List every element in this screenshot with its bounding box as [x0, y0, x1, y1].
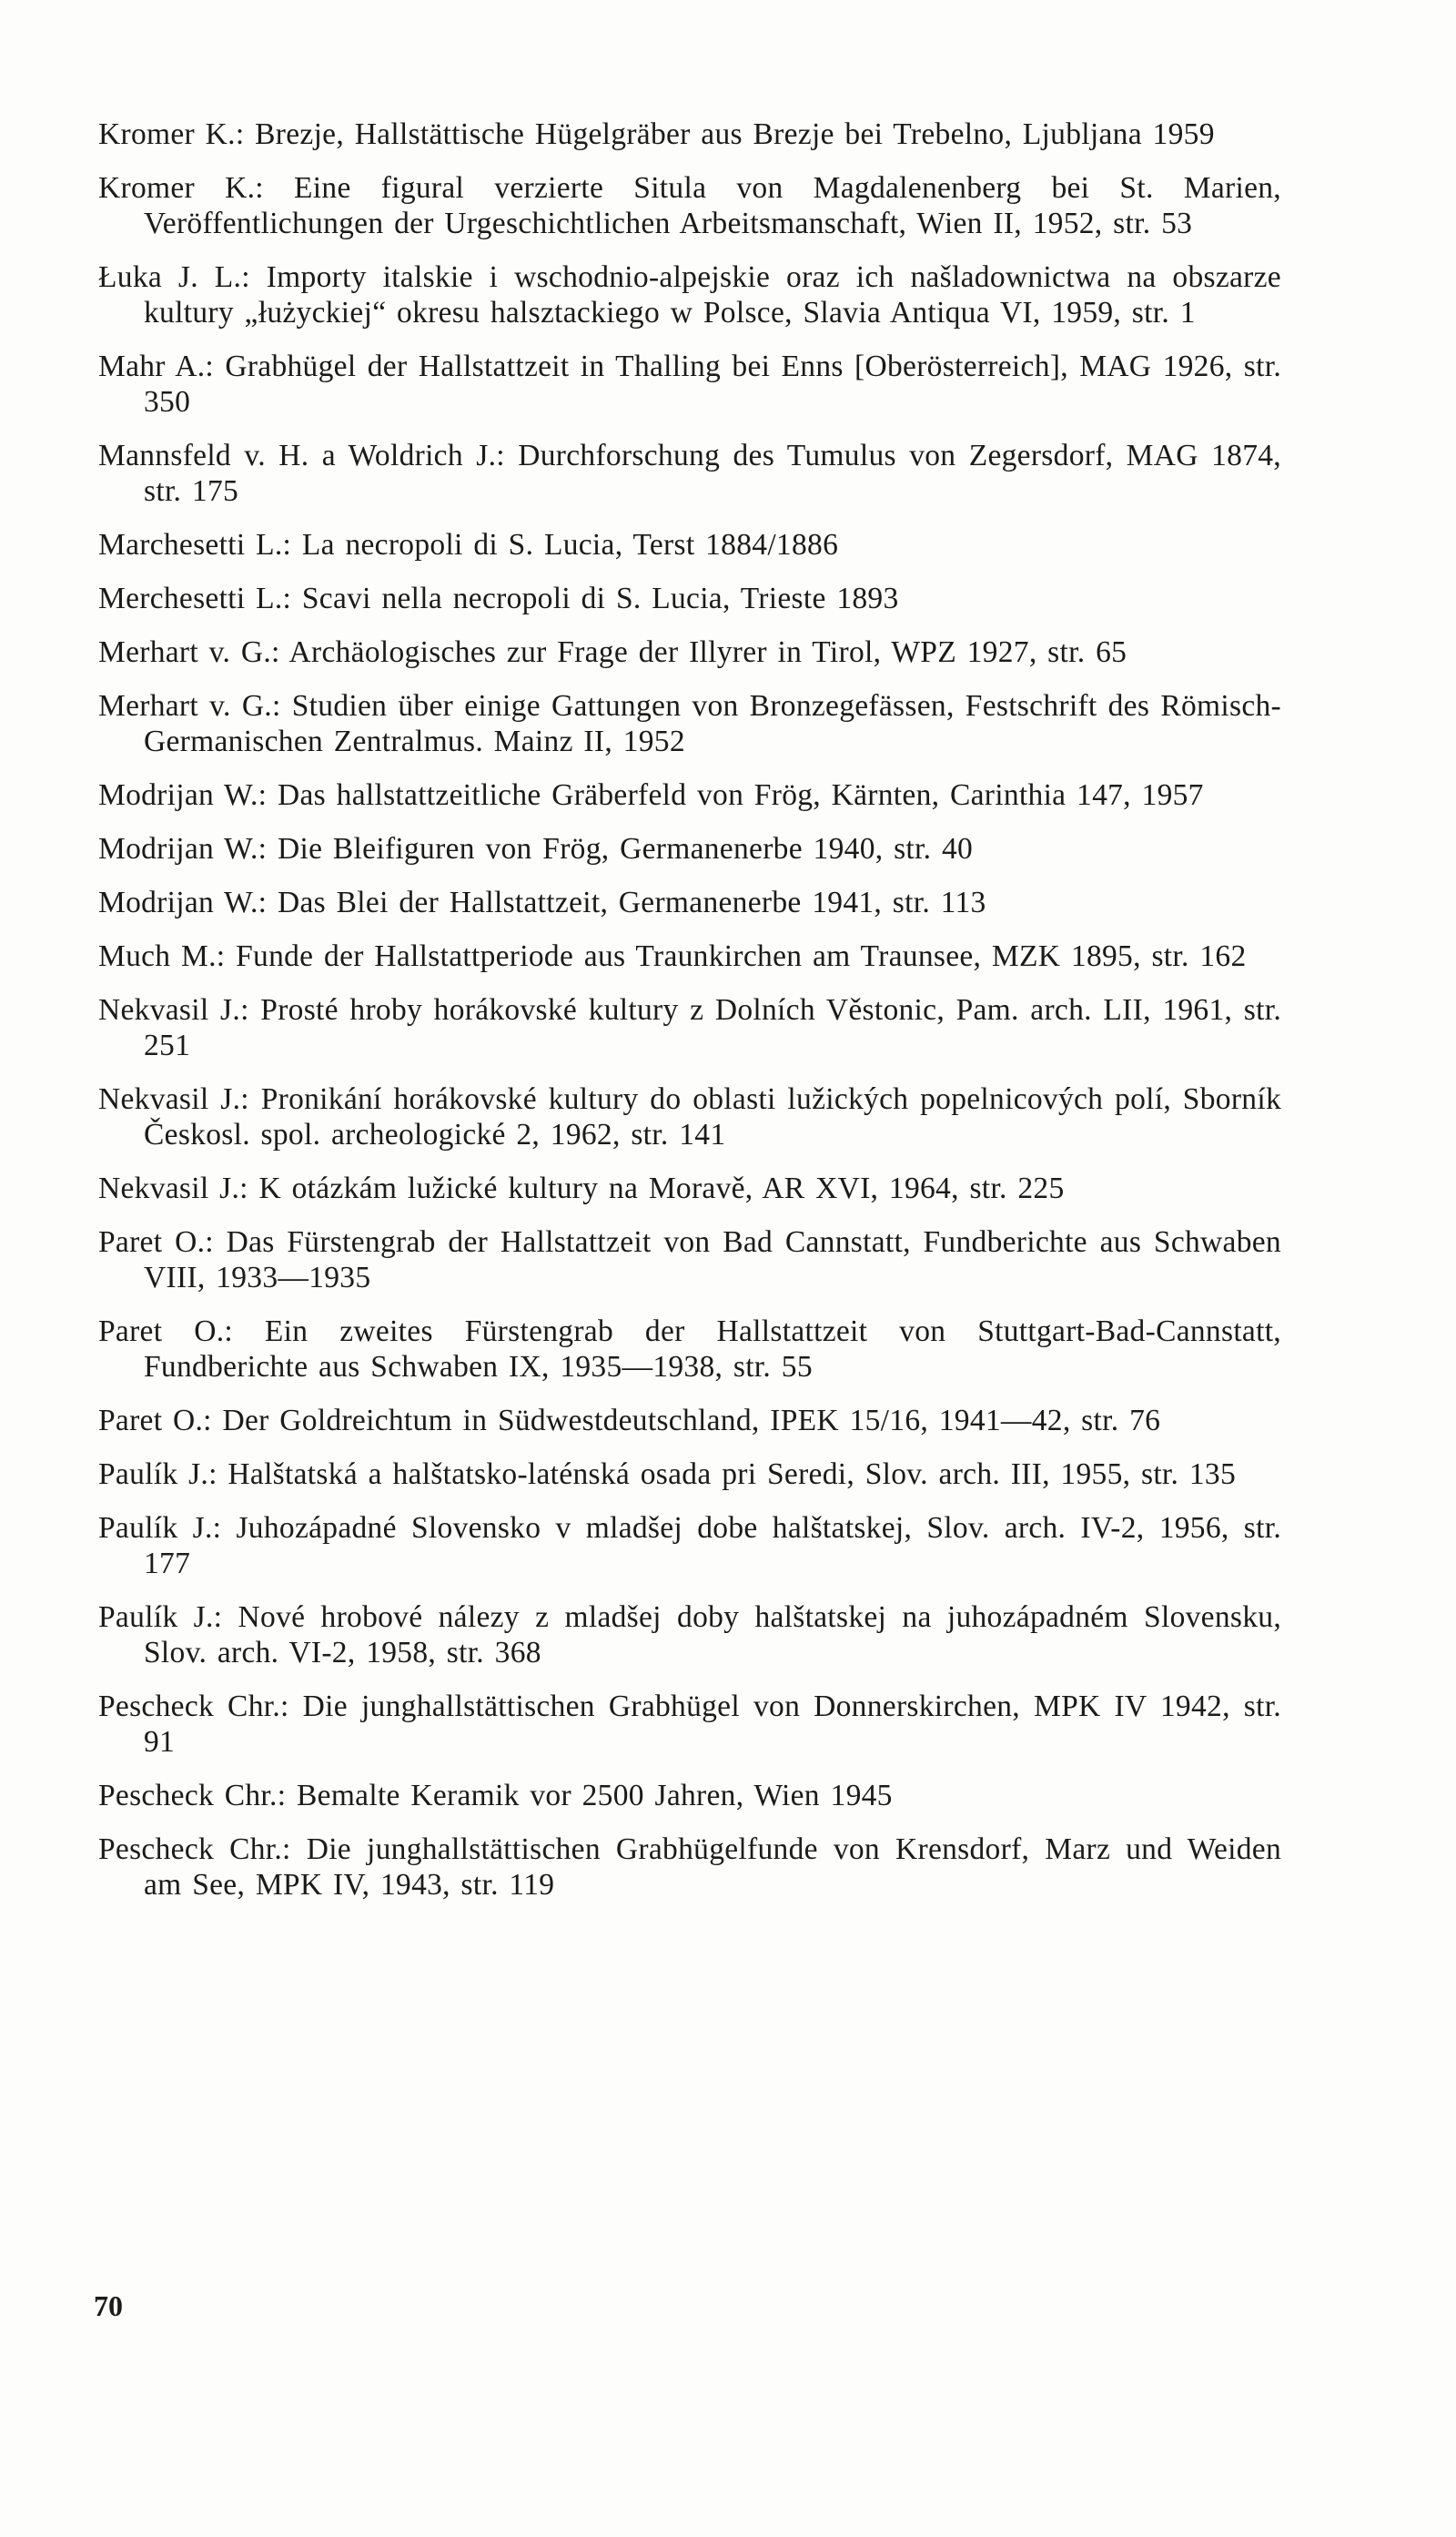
bibliography-list [98, 117, 1281, 1921]
entry-author: Modrijan W.: [98, 832, 268, 866]
entry-author: Merhart v. G.: [98, 635, 280, 669]
entry-reference: Prosté hroby horákovské kultury z Dolních Věstonic, Pam. arch. LII, 1961, str. 251 [144, 993, 1282, 1062]
entry-reference: Importy italskie i wschodnio-alpejskie oraz ich našladownictwa na obszarze kultury „łużyckiej“ okresu halsztackiego w Polsce, Slavia Antiqua VI, 1959, str. 1 [144, 260, 1281, 330]
entry-reference: Grabhügel der Hallstattzeit in Thalling bei Enns [Oberösterreich], MAG 1926, str. 350 [144, 350, 1281, 419]
entry-reference: Studien über einige Gattungen von Bronzegefässen, Festschrift des Römisch-Germanischen Zentralmus. Mainz II, 1952 [144, 689, 1281, 758]
entry-reference: Die junghallstättischen Grabhügel von Donnerskirchen, MPK IV 1942, str. 91 [144, 1690, 1281, 1759]
bibliography-entry [98, 1832, 1281, 1903]
entry-author: Marchesetti L.: [98, 528, 292, 562]
entry-author: Pescheck Chr.: [98, 1779, 287, 1812]
entry-reference: Eine figural verzierte Situla von Magdalenenberg bei St. Marien, Veröffentlichungen der Urgeschichtlichen Arbeitsmanschaft, Wien II, 1952, str. 53 [144, 171, 1281, 240]
entry-author: Łuka J. L.: [98, 260, 250, 294]
entry-reference: Die Bleifiguren von Frög, Germanenerbe 1940, str. 40 [277, 832, 974, 866]
entry-author: Merchesetti L.: [98, 582, 292, 615]
bibliography-entry [98, 581, 1281, 616]
bibliography-entry [98, 1403, 1281, 1438]
entry-reference: Halštatská a halštatsko-laténská osada pri Seredi, Slov. arch. III, 1955, str. 135 [228, 1457, 1237, 1491]
entry-author: Mahr A.: [98, 350, 215, 383]
bibliography-entry [98, 1510, 1281, 1581]
bibliography-entry [98, 1456, 1281, 1492]
entry-author: Paulík J.: [98, 1600, 223, 1634]
page-number: 70 [94, 2289, 123, 2322]
bibliography-entry [98, 831, 1281, 867]
entry-reference: Der Goldreichtum in Südwestdeutschland, IPEK 15/16, 1941—42, str. 76 [222, 1404, 1161, 1437]
entry-author: Paulík J.: [98, 1457, 217, 1491]
entry-reference: Durchforschung des Tumulus von Zegersdorf, MAG 1874, str. 175 [144, 439, 1281, 508]
entry-author: Mannsfeld v. H. a Woldrich J.: [98, 439, 505, 472]
entry-author: Paret O.: [98, 1225, 214, 1259]
entry-reference: K otázkám lužické kultury na Moravě, AR XVI, 1964, str. 225 [258, 1172, 1065, 1205]
entry-author: Kromer K.: [98, 117, 245, 151]
bibliography-entry [98, 885, 1281, 920]
bibliography-entry [98, 1689, 1281, 1760]
bibliography-entry [98, 688, 1281, 759]
entry-author: Paulík J.: [98, 1511, 222, 1545]
entry-author: Kromer K.: [98, 171, 264, 205]
entry-reference: Das hallstattzeitliche Gräberfeld von Frög, Kärnten, Carinthia 147, 1957 [277, 778, 1204, 812]
entry-reference: Pronikání horákovské kultury do oblasti lužických popelnicových polí, Sborník Českosl. spol. archeologické 2, 1962, str. 141 [144, 1082, 1281, 1152]
entry-author: Modrijan W.: [98, 886, 268, 919]
entry-author: Pescheck Chr.: [98, 1690, 289, 1723]
bibliography-entry [98, 170, 1281, 241]
bibliography-entry [98, 438, 1281, 509]
bibliography-entry [98, 992, 1281, 1063]
bibliography-entry [98, 349, 1281, 420]
entry-reference: Ein zweites Fürstengrab der Hallstattzeit von Stuttgart-Bad-Cannstatt, Fundberichte aus Schwaben IX, 1935—1938, str. 55 [144, 1314, 1281, 1384]
bibliography-entry [98, 117, 1281, 152]
bibliography-entry [98, 1778, 1281, 1813]
entry-reference: Archäologisches zur Frage der Illyrer in Tirol, WPZ 1927, str. 65 [288, 635, 1127, 669]
entry-author: Nekvasil J.: [98, 1082, 249, 1116]
entry-reference: Scavi nella necropoli di S. Lucia, Trieste 1893 [301, 582, 899, 615]
entry-reference: Das Blei der Hallstattzeit, Germanenerbe 1941, str. 113 [277, 886, 986, 919]
entry-author: Merhart v. G.: [98, 689, 281, 723]
bibliography-entry [98, 1314, 1281, 1385]
entry-author: Paret O.: [98, 1404, 212, 1437]
bibliography-entry [98, 1224, 1281, 1295]
entry-reference: La necropoli di S. Lucia, Terst 1884/1886 [301, 528, 839, 562]
entry-reference: Brezje, Hallstättische Hügelgräber aus Brezje bei Trebelno, Ljubljana 1959 [255, 117, 1215, 151]
entry-author: Modrijan W.: [98, 778, 268, 812]
entry-reference: Bemalte Keramik vor 2500 Jahren, Wien 1945 [297, 1779, 893, 1812]
entry-reference: Die junghallstättischen Grabhügelfunde von Krensdorf, Marz und Weiden am See, MPK IV, 1943, str. 119 [144, 1832, 1281, 1902]
entry-reference: Funde der Hallstattperiode aus Traunkirchen am Traunsee, MZK 1895, str. 162 [236, 939, 1247, 973]
entry-author: Nekvasil J.: [98, 1172, 248, 1205]
entry-reference: Das Fürstengrab der Hallstattzeit von Bad Cannstatt, Fundberichte aus Schwaben VIII, 1933—1935 [144, 1225, 1281, 1294]
bibliography-entry [98, 1599, 1281, 1670]
entry-reference: Nové hrobové nálezy z mladšej doby halštatskej na juhozápadném Slovensku, Slov. arch. VI-2, 1958, str. 368 [144, 1600, 1281, 1669]
entry-author: Nekvasil J.: [98, 993, 249, 1027]
bibliography-entry [98, 1171, 1281, 1206]
bibliography-entry [98, 1081, 1281, 1152]
entry-author: Paret O.: [98, 1314, 234, 1348]
bibliography-entry [98, 777, 1281, 813]
entry-author: Much M.: [98, 939, 226, 973]
entry-author: Pescheck Chr.: [98, 1832, 291, 1866]
entry-reference: Juhozápadné Slovensko v mladšej dobe halštatskej, Slov. arch. IV-2, 1956, str. 177 [144, 1511, 1281, 1580]
bibliography-entry [98, 939, 1281, 974]
bibliography-entry [98, 259, 1281, 330]
bibliography-entry [98, 634, 1281, 670]
bibliography-entry [98, 527, 1281, 563]
